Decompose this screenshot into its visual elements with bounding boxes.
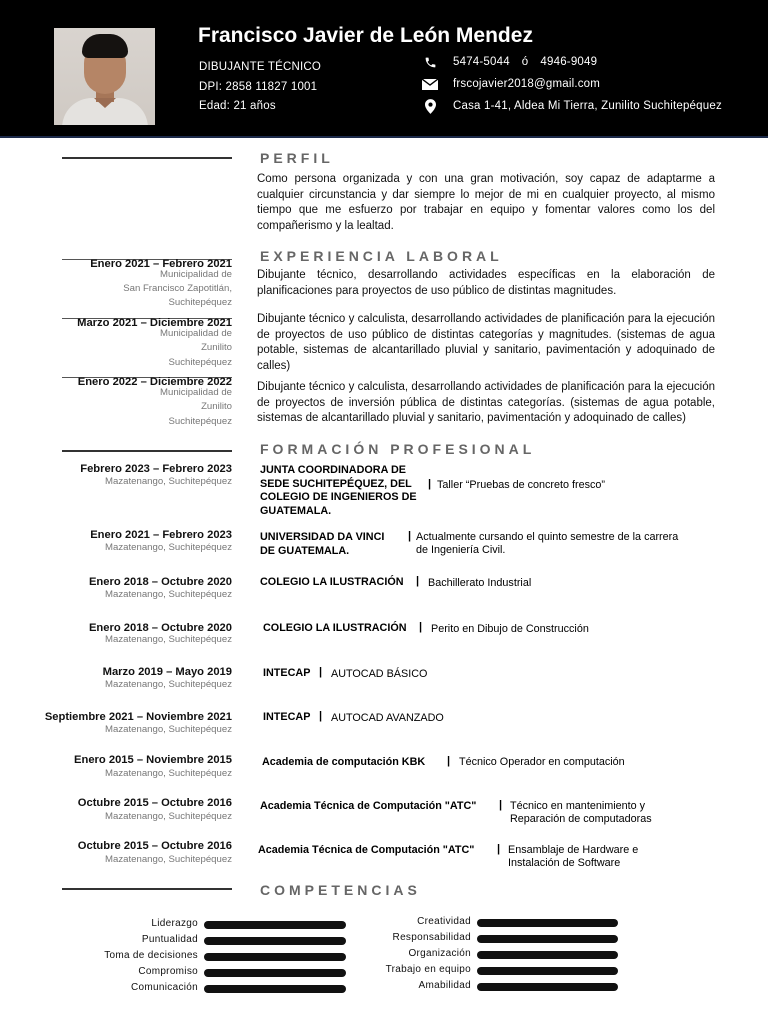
education-description: AUTOCAD AVANZADO	[331, 712, 444, 724]
phone-icon	[422, 54, 438, 70]
phone-1[interactable]: 5474-5044	[453, 56, 510, 68]
education-place: Mazatenango, Suchitepéquez	[105, 542, 232, 553]
phone-separator: ó	[521, 56, 529, 68]
education-date: Octubre 2015 – Octubre 2016	[77, 840, 232, 852]
skill-level-bar	[477, 983, 618, 991]
header-underline	[0, 136, 768, 138]
skill-level-bar	[204, 985, 346, 993]
education-place: Mazatenango, Suchitepéquez	[105, 634, 232, 645]
education-description: Ensamblaje de Hardware e Instalación de Software	[508, 844, 639, 869]
education-institution: INTECAP	[263, 667, 311, 679]
skills-heading: COMPETENCIAS	[260, 882, 421, 898]
skill-level-bar	[477, 919, 618, 927]
education-separator: |	[499, 799, 503, 811]
experience-date: Enero 2021 – Febrero 2021	[90, 258, 232, 270]
education-place: Mazatenango, Suchitepéquez	[105, 476, 232, 487]
experience-heading: EXPERIENCIA LABORAL	[260, 248, 503, 264]
education-description: Técnico en mantenimiento y Reparación de computadoras	[510, 800, 652, 825]
education-description: Perito en Dibujo de Construcción	[431, 623, 589, 635]
education-institution: INTECAP	[263, 711, 311, 723]
education-place: Mazatenango, Suchitepéquez	[105, 854, 232, 865]
experience-date: Marzo 2021 – Diciembre 2021	[77, 317, 232, 329]
education-separator: |	[419, 621, 423, 633]
email-address[interactable]: frscojavier2018@gmail.com	[453, 78, 601, 90]
address-row	[422, 98, 722, 114]
experience-description: Dibujante técnico y calculista, desarrollando actividades de planificación para la ejecución de proyectos de uso público de distintas categorías y magnitudes. (sistemas de agua potable, sistemas de alcantarillado pluvial y sanitario, pavimentación y adoquinado de calles)	[257, 313, 715, 372]
education-institution: COLEGIO LA ILUSTRACIÓN	[260, 576, 404, 588]
skill-label: Creatividad	[417, 916, 471, 927]
skill-level-bar	[204, 937, 346, 945]
skill-level-bar	[477, 951, 618, 959]
education-date: Enero 2018 – Octubre 2020	[88, 576, 232, 588]
education-separator: |	[416, 575, 420, 587]
education-heading: FORMACIÓN PROFESIONAL	[260, 441, 536, 457]
education-date: Enero 2018 – Octubre 2020	[88, 622, 232, 634]
education-separator: |	[497, 843, 501, 855]
education-description: Técnico Operador en computación	[459, 756, 625, 768]
education-place: Mazatenango, Suchitepéquez	[105, 589, 232, 600]
education-separator: |	[408, 530, 412, 542]
experience-place: Municipalidad de Zunilito Suchitepéquez	[160, 328, 232, 368]
skill-label: Responsabilidad	[392, 932, 471, 943]
dpi-number: DPI: 2858 11827 1001	[199, 81, 318, 93]
skill-level-bar	[477, 967, 618, 975]
education-place: Mazatenango, Suchitepéquez	[105, 679, 232, 690]
education-separator: |	[319, 666, 323, 678]
education-description: Taller “Pruebas de concreto fresco”	[437, 479, 606, 491]
experience-description: Dibujante técnico, desarrollando actividades específicas en la elaboración de planificaciones para proyectos de uso público de distintas magnitudes.	[257, 269, 715, 297]
skill-level-bar	[204, 953, 346, 961]
education-date: Febrero 2023 – Febrero 2023	[80, 463, 232, 475]
education-institution: Academia Técnica de Computación "ATC"	[260, 800, 477, 812]
skill-label: Toma de decisiones	[104, 950, 198, 961]
education-date: Octubre 2015 – Octubre 2016	[77, 797, 232, 809]
education-place: Mazatenango, Suchitepéquez	[105, 724, 232, 735]
education-date: Enero 2015 – Noviembre 2015	[74, 754, 232, 766]
education-date: Enero 2021 – Febrero 2023	[90, 529, 232, 541]
experience-description: Dibujante técnico y calculista, desarrollando actividades de planificación para la ejecución de proyectos de inversión pública de distintas categorías. (sistemas de agua potable, sistemas de alcantarillado pluvial y sanitario, pavimentación y adoquinado de calles)	[257, 381, 715, 424]
education-description: Actualmente cursando el quinto semestre de la carrera de Ingeniería Civil.	[416, 531, 679, 556]
education-separator: |	[319, 710, 323, 722]
profile-text: Como persona organizada y con una gran motivación, soy capaz de adaptarme a cualquier circunstancia y dar siempre lo mejor de mi en cualquier proyecto, al mismo tiempo que me esfuerzo por trabajar en equipo y fomentar valores como los del compañerismo y la lealtad.	[257, 173, 715, 232]
education-separator: |	[447, 755, 451, 767]
education-institution: Academia Técnica de Computación "ATC"	[258, 844, 475, 856]
education-place: Mazatenango, Suchitepéquez	[105, 811, 232, 822]
skill-label: Trabajo en equipo	[385, 964, 471, 975]
age: Edad: 21 años	[199, 100, 276, 112]
education-institution: Academia de computación KBK	[262, 756, 426, 768]
location-pin-icon	[422, 98, 438, 114]
education-separator: |	[428, 478, 432, 490]
skill-label: Organización	[408, 948, 471, 959]
section-rule	[62, 888, 232, 890]
education-institution: COLEGIO LA ILUSTRACIÓN	[263, 622, 407, 634]
job-title: DIBUJANTE TÉCNICO	[199, 61, 322, 73]
candidate-name: Francisco Javier de León Mendez	[198, 24, 533, 47]
address: Casa 1-41, Aldea Mi Tierra, Zunilito Suchitepéquez	[453, 100, 722, 112]
section-rule	[62, 450, 232, 452]
profile-photo	[54, 28, 155, 125]
experience-date: Enero 2022 – Diciembre 2022	[77, 376, 232, 388]
skill-label: Puntualidad	[141, 934, 198, 945]
experience-place: Municipalidad de San Francisco Zapotitlán, Suchitepéquez	[123, 269, 232, 308]
email-row	[422, 76, 600, 92]
section-rule	[62, 157, 232, 159]
education-institution: JUNTA COORDINADORA DE SEDE SUCHITEPÉQUEZ, DEL COLEGIO DE INGENIEROS DE GUATEMALA.	[260, 464, 417, 517]
skill-label: Amabilidad	[418, 980, 471, 991]
skill-level-bar	[204, 921, 346, 929]
skill-label: Comunicación	[131, 982, 198, 993]
experience-place: Municipalidad de Zunilito Suchitepéquez	[160, 387, 232, 427]
mail-icon	[422, 76, 438, 92]
education-description: AUTOCAD BÁSICO	[331, 668, 428, 680]
skill-level-bar	[477, 935, 618, 943]
skill-label: Liderazgo	[151, 918, 198, 929]
phone-row	[422, 54, 597, 70]
skill-level-bar	[204, 969, 346, 977]
profile-heading: PERFIL	[260, 150, 334, 166]
education-date: Septiembre 2021 – Noviembre 2021	[44, 711, 232, 723]
education-institution: UNIVERSIDAD DA VINCI DE GUATEMALA.	[260, 531, 385, 557]
phone-2[interactable]: 4946-9049	[540, 56, 598, 68]
education-place: Mazatenango, Suchitepéquez	[105, 768, 232, 779]
skill-label: Compromiso	[138, 966, 198, 977]
education-date: Marzo 2019 – Mayo 2019	[102, 666, 232, 678]
education-description: Bachillerato Industrial	[428, 577, 532, 589]
